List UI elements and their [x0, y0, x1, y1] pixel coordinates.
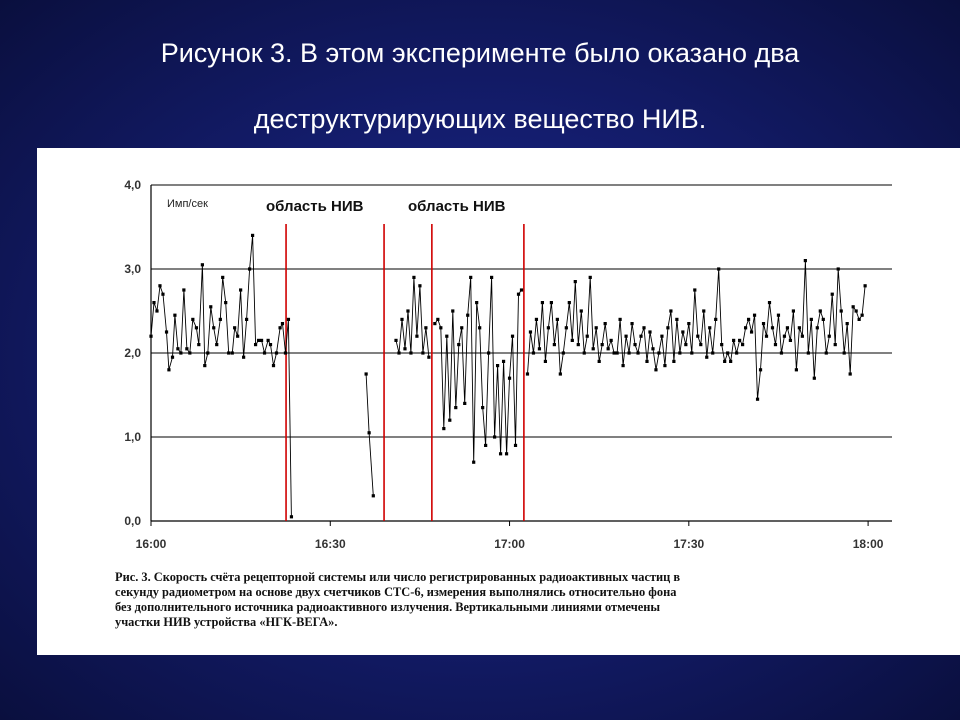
- data-point: [738, 339, 741, 342]
- data-point: [559, 372, 562, 375]
- data-point: [260, 339, 263, 342]
- data-point: [514, 444, 517, 447]
- data-point: [607, 347, 610, 350]
- data-point: [221, 276, 224, 279]
- data-point: [804, 259, 807, 262]
- data-point: [613, 351, 616, 354]
- data-point: [236, 335, 239, 338]
- x-tick-label: 18:00: [852, 537, 884, 551]
- data-point: [188, 351, 191, 354]
- data-point: [840, 309, 843, 312]
- data-point: [457, 343, 460, 346]
- data-point: [568, 301, 571, 304]
- data-point: [421, 351, 424, 354]
- caption-line: без дополнительного источника радиоактивного излучения. Вертикальными линиями отмечены: [115, 600, 661, 614]
- data-point: [610, 339, 613, 342]
- data-point: [403, 347, 406, 350]
- data-point: [702, 309, 705, 312]
- y-tick-label: 0,0: [124, 514, 141, 528]
- data-point: [627, 351, 630, 354]
- data-point: [714, 318, 717, 321]
- series-line: [366, 374, 373, 496]
- data-point: [675, 318, 678, 321]
- data-point: [433, 322, 436, 325]
- data-point: [783, 335, 786, 338]
- data-point: [717, 267, 720, 270]
- data-point: [538, 347, 541, 350]
- data-point: [801, 335, 804, 338]
- data-point: [496, 364, 499, 367]
- data-point: [436, 318, 439, 321]
- data-point: [203, 364, 206, 367]
- data-point: [251, 234, 254, 237]
- data-point: [586, 335, 589, 338]
- data-point: [372, 494, 375, 497]
- data-point: [684, 343, 687, 346]
- data-point: [475, 301, 478, 304]
- data-point: [182, 288, 185, 291]
- data-point: [696, 335, 699, 338]
- data-point: [173, 314, 176, 317]
- data-point: [215, 343, 218, 346]
- data-point: [816, 326, 819, 329]
- data-point: [368, 431, 371, 434]
- data-point: [828, 335, 831, 338]
- data-point: [837, 267, 840, 270]
- data-point: [517, 293, 520, 296]
- data-point: [484, 444, 487, 447]
- data-point: [520, 288, 523, 291]
- data-point: [681, 330, 684, 333]
- data-point: [604, 322, 607, 325]
- data-point: [278, 326, 281, 329]
- data-point: [544, 360, 547, 363]
- data-point: [487, 351, 490, 354]
- data-point: [191, 318, 194, 321]
- data-point: [427, 356, 430, 359]
- data-point: [825, 351, 828, 354]
- data-point: [231, 351, 234, 354]
- data-point: [195, 326, 198, 329]
- data-point: [864, 284, 867, 287]
- data-point: [750, 330, 753, 333]
- data-point: [798, 326, 801, 329]
- data-point: [819, 309, 822, 312]
- data-point: [687, 322, 690, 325]
- data-point: [409, 351, 412, 354]
- slide-title-line-2: деструктурирующих вещество НИВ.: [253, 104, 707, 134]
- data-point: [729, 360, 732, 363]
- data-point: [219, 318, 222, 321]
- data-point: [526, 372, 529, 375]
- data-point: [624, 335, 627, 338]
- data-point: [741, 343, 744, 346]
- data-point: [158, 284, 161, 287]
- data-point: [155, 309, 158, 312]
- data-point: [744, 326, 747, 329]
- data-point: [263, 351, 266, 354]
- data-point: [663, 364, 666, 367]
- data-point: [747, 318, 750, 321]
- data-point: [499, 452, 502, 455]
- data-point: [666, 326, 669, 329]
- data-point: [418, 284, 421, 287]
- data-point: [466, 314, 469, 317]
- data-point: [224, 301, 227, 304]
- data-point: [565, 326, 568, 329]
- data-point: [834, 343, 837, 346]
- data-point: [165, 330, 168, 333]
- data-point: [472, 461, 475, 464]
- data-point: [284, 351, 287, 354]
- data-point: [242, 356, 245, 359]
- data-point: [771, 326, 774, 329]
- data-point: [780, 351, 783, 354]
- data-point: [179, 351, 182, 354]
- data-point: [598, 360, 601, 363]
- data-point: [460, 326, 463, 329]
- data-point: [149, 335, 152, 338]
- data-point: [505, 452, 508, 455]
- data-point: [633, 343, 636, 346]
- data-point: [493, 435, 496, 438]
- data-point: [245, 318, 248, 321]
- data-point: [855, 309, 858, 312]
- data-point: [424, 326, 427, 329]
- data-point: [171, 356, 174, 359]
- data-point: [272, 364, 275, 367]
- caption-line: участки НИВ устройства «НГК-ВЕГА».: [115, 615, 338, 629]
- data-point: [248, 267, 251, 270]
- data-point: [726, 351, 729, 354]
- data-point: [774, 343, 777, 346]
- data-point: [852, 305, 855, 308]
- data-point: [786, 326, 789, 329]
- data-point: [257, 339, 260, 342]
- data-point: [789, 339, 792, 342]
- data-point: [233, 326, 236, 329]
- data-point: [699, 343, 702, 346]
- y-unit-label: Имп/сек: [167, 198, 208, 210]
- data-point: [535, 318, 538, 321]
- data-point: [762, 322, 765, 325]
- data-point: [269, 343, 272, 346]
- data-point: [406, 309, 409, 312]
- data-point: [508, 377, 511, 380]
- y-tick-label: 2,0: [124, 346, 141, 360]
- data-point: [639, 335, 642, 338]
- data-point: [206, 351, 209, 354]
- data-point: [239, 288, 242, 291]
- y-tick-label: 4,0: [124, 178, 141, 192]
- data-point: [167, 368, 170, 371]
- x-tick-label: 17:00: [494, 537, 525, 551]
- data-point: [846, 322, 849, 325]
- data-point: [672, 360, 675, 363]
- data-point: [792, 309, 795, 312]
- data-point: [400, 318, 403, 321]
- data-point: [589, 276, 592, 279]
- data-point: [412, 276, 415, 279]
- data-point: [807, 351, 810, 354]
- data-point: [275, 351, 278, 354]
- data-point: [660, 335, 663, 338]
- data-point: [648, 330, 651, 333]
- data-point: [861, 314, 864, 317]
- data-point: [735, 351, 738, 354]
- data-point: [267, 339, 270, 342]
- data-point: [574, 280, 577, 283]
- data-point: [849, 372, 852, 375]
- data-point: [732, 339, 735, 342]
- data-point: [723, 360, 726, 363]
- data-point: [463, 402, 466, 405]
- data-point: [651, 347, 654, 350]
- data-point: [858, 318, 861, 321]
- data-point: [619, 318, 622, 321]
- data-point: [287, 318, 290, 321]
- figure-caption: [115, 570, 921, 630]
- data-point: [415, 335, 418, 338]
- data-point: [577, 343, 580, 346]
- data-point: [176, 347, 179, 350]
- data-point: [281, 322, 284, 325]
- data-point: [810, 318, 813, 321]
- data-point: [756, 398, 759, 401]
- data-point: [711, 351, 714, 354]
- data-point: [642, 326, 645, 329]
- data-point: [290, 515, 293, 518]
- slide-title-line-1: Рисунок 3. В этом эксперименте было оказано два: [160, 38, 800, 68]
- data-point: [161, 293, 164, 296]
- data-point: [394, 339, 397, 342]
- data-point: [601, 343, 604, 346]
- x-tick-label: 16:30: [314, 537, 346, 551]
- data-point: [592, 347, 595, 350]
- series-line: [396, 277, 429, 357]
- data-point: [556, 318, 559, 321]
- data-point: [439, 326, 442, 329]
- data-point: [831, 293, 834, 296]
- data-point: [209, 305, 212, 308]
- data-point: [478, 326, 481, 329]
- data-point: [708, 326, 711, 329]
- data-point: [212, 326, 215, 329]
- data-point: [636, 351, 639, 354]
- data-point: [720, 343, 723, 346]
- data-point: [705, 356, 708, 359]
- y-tick-label: 1,0: [124, 430, 141, 444]
- caption-line: секунду радиометром на основе двух счетчиков СТС-6, измерения выполнялись относительно фона: [115, 585, 677, 599]
- region-label: область НИВ: [408, 198, 506, 215]
- data-point: [502, 360, 505, 363]
- data-point: [451, 309, 454, 312]
- data-point: [678, 351, 681, 354]
- data-point: [442, 427, 445, 430]
- data-point: [553, 343, 556, 346]
- data-point: [254, 343, 257, 346]
- data-point: [583, 351, 586, 354]
- data-point: [690, 351, 693, 354]
- data-point: [201, 263, 204, 266]
- data-point: [630, 322, 633, 325]
- data-point: [795, 368, 798, 371]
- data-point: [753, 314, 756, 317]
- data-point: [669, 309, 672, 312]
- series-line: [435, 277, 522, 462]
- data-point: [822, 318, 825, 321]
- data-point: [777, 314, 780, 317]
- data-point: [511, 335, 514, 338]
- data-point: [529, 330, 532, 333]
- data-point: [571, 339, 574, 342]
- data-point: [550, 301, 553, 304]
- data-point: [621, 364, 624, 367]
- data-point: [365, 372, 368, 375]
- data-point: [759, 368, 762, 371]
- data-point: [693, 288, 696, 291]
- data-point: [541, 301, 544, 304]
- x-tick-label: 16:00: [135, 537, 167, 551]
- data-point: [532, 351, 535, 354]
- y-tick-label: 3,0: [124, 262, 141, 276]
- data-point: [469, 276, 472, 279]
- chart: [37, 148, 960, 558]
- data-point: [654, 368, 657, 371]
- data-point: [645, 360, 648, 363]
- data-point: [490, 276, 493, 279]
- data-point: [657, 351, 660, 354]
- data-point: [448, 419, 451, 422]
- x-tick-label: 17:30: [673, 537, 705, 551]
- caption-line: Рис. 3. Скорость счёта рецепторной системы или число регистрированных радиоактивных частиц в: [115, 570, 681, 584]
- data-point: [481, 406, 484, 409]
- data-point: [616, 351, 619, 354]
- data-point: [765, 335, 768, 338]
- data-point: [185, 347, 188, 350]
- data-point: [843, 351, 846, 354]
- data-point: [768, 301, 771, 304]
- data-point: [227, 351, 230, 354]
- data-point: [152, 301, 155, 304]
- region-label: область НИВ: [266, 198, 364, 215]
- data-point: [197, 343, 200, 346]
- figure-panel: [37, 148, 960, 655]
- data-point: [547, 326, 550, 329]
- data-point: [562, 351, 565, 354]
- data-point: [595, 326, 598, 329]
- data-point: [813, 377, 816, 380]
- data-point: [397, 351, 400, 354]
- data-point: [445, 335, 448, 338]
- data-point: [580, 309, 583, 312]
- data-point: [454, 406, 457, 409]
